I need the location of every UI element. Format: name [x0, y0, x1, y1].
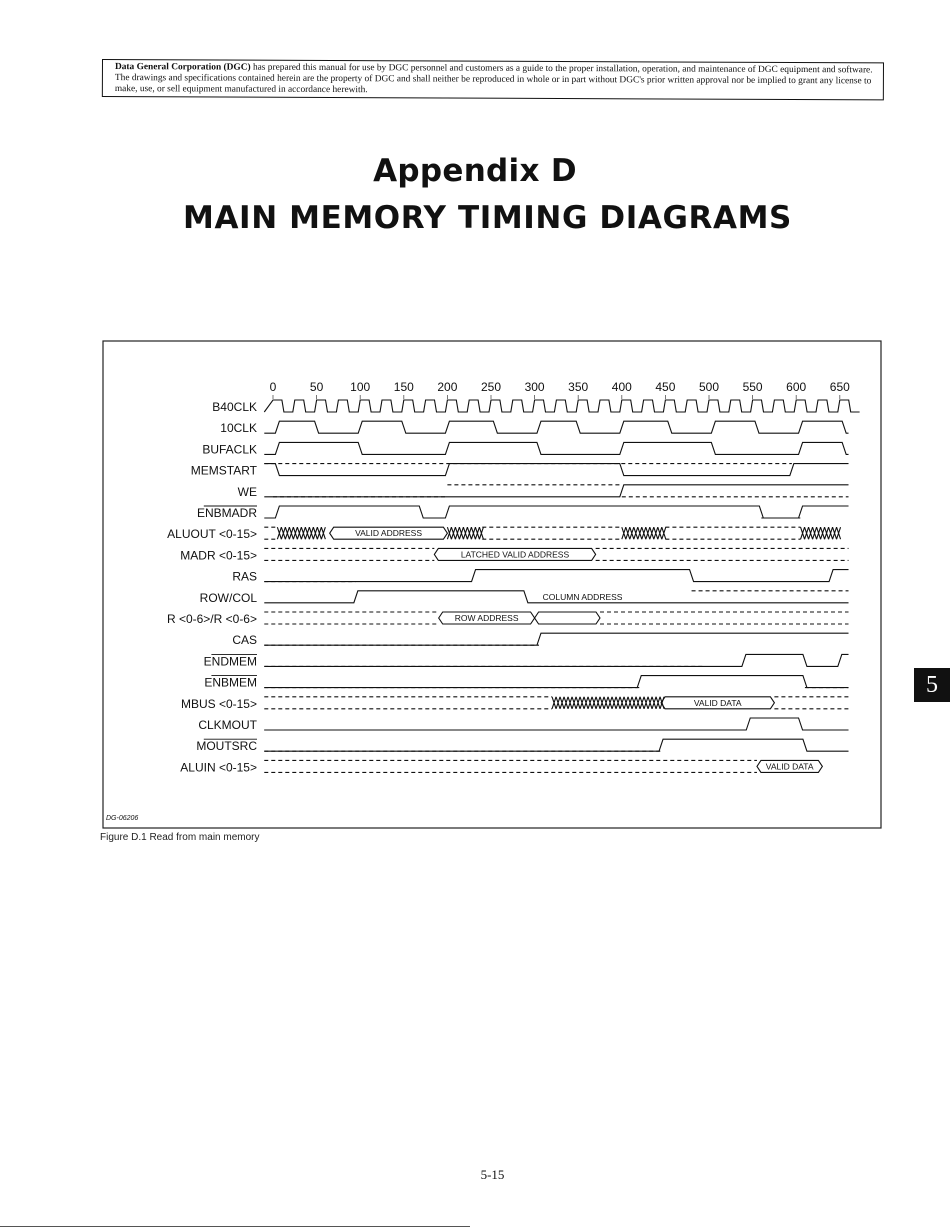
signal-label-cas: CAS	[232, 633, 257, 648]
figure-frame	[103, 341, 881, 828]
notice-lead: Data General Corporation (DGC)	[114, 62, 251, 73]
enbmem-wave	[264, 676, 848, 688]
tick-label-50: 50	[309, 380, 324, 394]
aluout-bus-changing	[277, 527, 325, 539]
mbus-bus-changing	[552, 697, 664, 709]
r-bus-undefined	[600, 612, 849, 624]
b40clk-wave	[264, 400, 859, 412]
aluout-bus-undefined	[665, 527, 800, 539]
signal-label-endmem: ENDMEM	[203, 654, 257, 669]
bus-label-madr-latched: LATCHED VALID ADDRESS	[460, 549, 570, 560]
bus-label-mbus-valid: VALID DATA	[693, 697, 742, 708]
aluout-bus-undefined	[264, 527, 277, 539]
signal-label-enbmem: ENBMEM	[204, 675, 257, 690]
signal-label-madr-0-15-: MADR <0-15>	[180, 548, 257, 563]
signal-label-clkmout: CLKMOUT	[198, 718, 257, 732]
tick-label-250: 250	[480, 380, 502, 394]
mbus-bus-undefined	[264, 697, 552, 709]
signal-label-mbus-0-15-: MBUS <0-15>	[180, 696, 257, 711]
waveforms	[264, 400, 859, 772]
appendix-title: Appendix D	[373, 153, 577, 189]
10clk-wave	[264, 421, 848, 433]
signal-label-aluin-0-15-: ALUIN <0-15>	[180, 760, 257, 775]
memstart-wave	[264, 464, 848, 476]
tick-label-150: 150	[393, 380, 414, 394]
madr-bus-undefined	[264, 548, 434, 560]
signal-label-moutsrc: MOUTSRC	[196, 739, 257, 754]
cas-wave	[264, 633, 848, 645]
footer-rule	[0, 1226, 470, 1227]
bus-label-aluin-valid: VALID DATA	[765, 761, 814, 772]
tick-label-350: 350	[568, 380, 589, 394]
we-wave	[264, 485, 848, 497]
signal-label-enbmadr: ENBMADR	[196, 506, 257, 520]
tick-label-500: 500	[698, 380, 720, 394]
notice-text: has prepared this manual for use by DGC personnel and customers as a guide to the proper installation, operation, and maintenance of DGC equipment and software. The drawings and specifications contained herein are the property of DGC and shall neither be reproduced in whole or in part without DGC's prior written approval nor be implied to grant any license to make, use, or sell equipment manufactured in accordance herewith.	[114, 62, 873, 96]
signal-label-ras: RAS	[232, 569, 257, 584]
tick-label-550: 550	[742, 380, 763, 394]
tick-label-100: 100	[350, 380, 371, 394]
ras-wave	[264, 570, 848, 582]
page-number: 5-15	[480, 1167, 505, 1182]
madr-bus-undefined	[596, 548, 849, 560]
bus-labels	[355, 528, 814, 771]
enbmadr-wave	[264, 506, 848, 518]
bus-label-column-address: COLUMN ADDRESS	[542, 591, 623, 602]
signal-label-b40clk: B40CLK	[212, 400, 257, 414]
signal-label-bufaclk: BUFACLK	[202, 442, 257, 457]
tick-label-0: 0	[269, 380, 277, 394]
tick-label-600: 600	[786, 380, 807, 394]
tick-label-200: 200	[437, 380, 458, 394]
signal-label-r-0-6-r-0-6-: R <0-6>/R <0-6>	[166, 612, 257, 626]
bufaclk-wave	[264, 442, 848, 454]
aluout-bus-changing	[622, 527, 666, 539]
r-bus-undefined	[264, 612, 438, 624]
section-tab: 5	[914, 668, 950, 702]
signal-label-aluout-0-15-: ALUOUT <0-15>	[167, 527, 257, 542]
signal-label-memstart: MEMSTART	[190, 463, 257, 478]
signal-label-10clk: 10CLK	[220, 421, 257, 436]
r-bus-valid	[535, 612, 600, 624]
time-axis	[270, 380, 850, 399]
signal-label-row-col: ROW/COL	[199, 590, 257, 605]
signal-labels	[167, 400, 258, 774]
aluin-bus-undefined	[264, 760, 757, 772]
endmem-wave	[264, 654, 848, 666]
clkmout-wave	[264, 718, 848, 730]
aluout-bus-changing	[447, 527, 483, 539]
moutsrc-wave	[264, 739, 848, 751]
drawing-number: DG-06206	[106, 815, 139, 822]
bus-label-row-address: ROW ADDRESS	[454, 613, 519, 623]
bus-label-aluout-valid: VALID ADDRESS	[355, 528, 423, 539]
tick-label-300: 300	[524, 380, 545, 394]
figure-caption: Figure D.1 Read from main memory	[100, 832, 260, 843]
signal-label-we: WE	[237, 484, 257, 499]
tick-label-400: 400	[611, 380, 632, 394]
appendix-subtitle: MAIN MEMORY TIMING DIAGRAMS	[183, 200, 792, 236]
tick-label-650: 650	[829, 380, 850, 394]
aluout-bus-undefined	[482, 527, 622, 539]
aluout-bus-changing	[801, 527, 841, 539]
tick-label-450: 450	[655, 380, 676, 394]
mbus-bus-undefined	[774, 697, 848, 709]
